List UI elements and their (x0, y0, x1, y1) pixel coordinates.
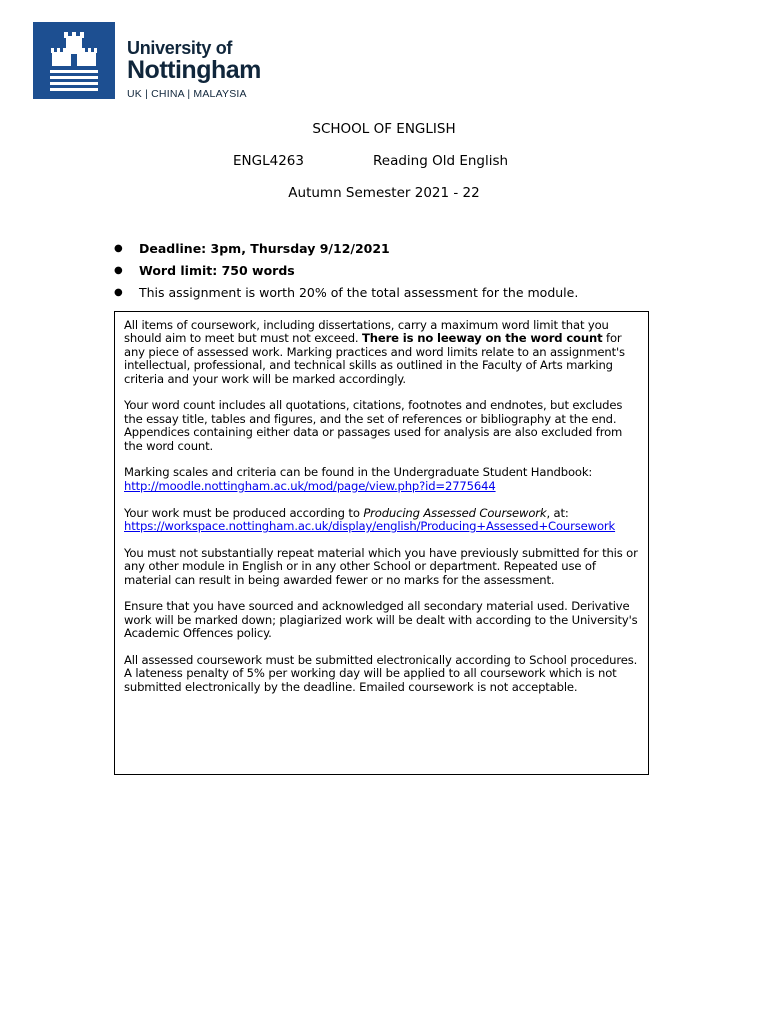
handbook-link[interactable]: http://moodle.nottingham.ac.uk/mod/page/view.php?id=2775644 (124, 478, 496, 493)
workspace-link[interactable]: https://workspace.nottingham.ac.uk/display/english/Producing+Assessed+Coursework (124, 519, 616, 534)
coursework-rules-box (114, 311, 649, 775)
bullet-icon: ● (114, 265, 123, 276)
list-item (114, 284, 578, 306)
list-item (114, 262, 578, 284)
text: for any piece of assessed work. Marking practices and word limits relate to an assignment's intellectual, professional, and technical skills as outlined in the Faculty of Arts marking criteria and your work will be marked accordingly. (124, 331, 625, 386)
assessment-worth-text: This assignment is worth 20% of the total assessment for the module. (139, 285, 579, 300)
paragraph-word-limit (124, 319, 639, 386)
logo-wordmark (127, 39, 261, 101)
paragraph-repeat-material: You must not substantially repeat material which you have previously submitted for this or any other module in English or in any other School or department. Repeated use of material can result in being awarded fewer or no marks for the assessment. (124, 545, 638, 587)
paragraph-plagiarism: Ensure that you have sourced and acknowledged all secondary material used. Derivative work will be marked down; plagiarized work will be dealt with according to the University's Academic Offences policy. (124, 599, 638, 641)
guide-title: Producing Assessed Coursework (363, 505, 547, 520)
text: , at: (546, 505, 569, 520)
semester-heading: Autumn Semester 2021 - 22 (288, 185, 480, 201)
logo-line-3: UK | CHINA | MALAYSIA (127, 88, 247, 100)
text: Marking scales and criteria can be found in the Undergraduate Student Handbook: (124, 465, 593, 480)
list-item (114, 240, 578, 262)
university-logo (33, 22, 261, 101)
paragraph-producing-coursework (124, 507, 639, 534)
paragraph-marking-scales (124, 466, 639, 493)
no-leeway-text: There is no leeway on the word count (362, 331, 603, 346)
bullet-icon: ● (114, 243, 123, 254)
school-heading: SCHOOL OF ENGLISH (312, 121, 456, 137)
module-code: ENGL4263 (233, 153, 304, 169)
logo-line-1: University of (127, 38, 233, 58)
bullet-icon: ● (114, 287, 123, 298)
assignment-info-list (114, 240, 578, 306)
word-limit-text: Word limit: 750 words (139, 263, 295, 278)
paragraph-word-count: Your word count includes all quotations, citations, footnotes and endnotes, but excludes the essay title, tables and figures, and the set of references or bibliography at the end. Appendices containing either data or passages used for analysis are also excluded from the word count. (124, 398, 623, 453)
paragraph-submission: All assessed coursework must be submitted electronically according to School procedures. A lateness penalty of 5% per working day will be applied to all coursework which is not submitted electronically by the deadline. Emailed coursework is not acceptable. (124, 653, 638, 694)
castle-crest-icon (33, 22, 115, 99)
text: All items of coursework, including dissertations, carry a maximum word limit that you should aim to meet but must not exceed. (124, 318, 609, 346)
module-title: Reading Old English (373, 153, 509, 169)
logo-line-2: Nottingham (127, 56, 261, 84)
text: Your work must be produced according to (124, 505, 360, 520)
deadline-text: Deadline: 3pm, Thursday 9/12/2021 (139, 241, 390, 256)
